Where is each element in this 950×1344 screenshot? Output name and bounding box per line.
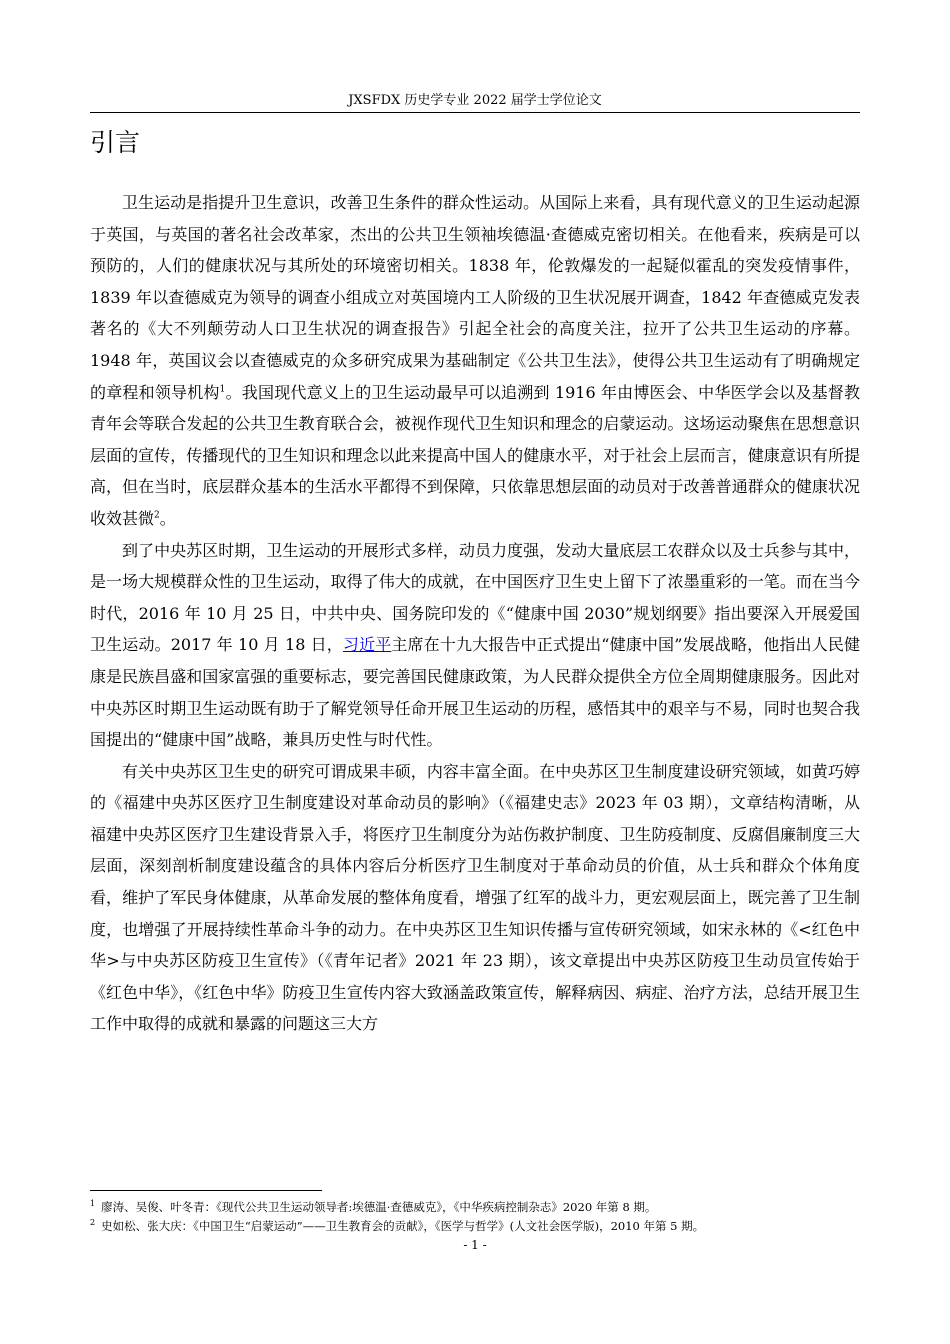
header-divider <box>90 112 860 113</box>
footnote-mark: 1 <box>90 1199 96 1209</box>
paragraph-2 <box>90 535 860 756</box>
section-title: 引言 <box>90 128 141 157</box>
paragraph-2-text-b: 主席在十九大报告中正式提出“健康中国”发展战略，他指出人民健康是民族昌盛和国家富强的重要标志，要完善国民健康政策，为人民群众提供全方位全周期健康服务。因此对中央苏区时期卫生运动既有助于了解党领导任命开展卫生运动的历程，感悟其中的艰辛与不易，同时也契合我国提出的“健康中国”战略，兼具历史性与时代性。 <box>90 635 860 750</box>
footnote-mark: 2 <box>90 1218 96 1228</box>
running-header: JXSFDX 历史学专业 2022 届学士学位论文 <box>348 93 602 108</box>
footnote-ref-1[interactable]: 1 <box>219 384 226 395</box>
footnote-ref-2[interactable]: 2 <box>154 510 160 521</box>
paragraph-3: 有关中央苏区卫生史的研究可谓成果丰硕，内容丰富全面。在中央苏区卫生制度建设研究领域，如黄巧婷的《福建中央苏区医疗卫生制度建设对革命动员的影响》（《福建史志》2023 年 03 期），文章结构清晰，从福建中央苏区医疗卫生建设背景入手，将医疗卫生制度分为站伤救护制度、卫生防疫制度、反腐倡廉制度三大层面，深刻剖析制度建设蕴含的具体内容后分析医疗卫生制度对于革命动员的价值，从士兵和群众个体角度看，维护了军民身体健康，从革命发展的整体角度看，增强了红军的战斗力，更宏观层面上，既完善了卫生制度，也增强了开展持续性革命斗争的动力。在中央苏区卫生知识传播与宣传研究领域，如宋永林的《<红色中华>与中央苏区防疫卫生宣传》（《青年记者》2021 年 23 期），该文章提出中央苏区防疫卫生动员宣传始于《红色中华》，《红色中华》防疫卫生宣传内容大致涵盖政策宣传，解释病因、病症、治疗方法，总结开展卫生工作中取得的成就和暴露的问题这三大方 <box>90 761 860 1034</box>
paragraph-1 <box>90 187 860 535</box>
footnote-text: 廖涛、吴俊、叶冬青：《现代公共卫生运动领导者:埃德温·查德威克》，《中华疾病控制杂志》2020 年第 8 期。 <box>101 1200 657 1214</box>
paragraph-1-text-c: 。 <box>159 508 176 528</box>
footnote-1 <box>90 1198 880 1217</box>
body-text <box>90 187 860 1040</box>
footnote-2 <box>90 1217 880 1236</box>
hyperlink-name[interactable]: 习近平 <box>342 635 392 655</box>
footnote-text: 史如松、张大庆：《中国卫生“启蒙运动”——卫生教育会的贡献》，《医学与哲学》(人文社会医学版)，2010 年第 5 期。 <box>101 1219 705 1233</box>
footnote-divider <box>90 1190 322 1191</box>
paragraph-1-text-a: 卫生运动是指提升卫生意识，改善卫生条件的群众性运动。从国际上来看，具有现代意义的卫生运动起源于英国，与英国的著名社会改革家，杰出的公共卫生领袖埃德温·查德威克密切相关。在他看来，疾病是可以预防的，人们的健康状况与其所处的环境密切相关。1838 年，伦敦爆发的一起疑似霍乱的突发疫情事件，1839 年以查德威克为领导的调查小组成立对英国境内工人阶级的卫生状况展开调查，1842 年查德威克发表著名的《大不列颠劳动人口卫生状况的调查报告》引起全社会的高度关注，拉开了公共卫生运动的序幕。1948 年，英国议会以查德威克的众多研究成果为基础制定《公共卫生法》，使得公共卫生运动有了明确规定的章程和领导机构 <box>90 193 860 402</box>
paragraph-1-text-b: 。我国现代意义上的卫生运动最早可以追溯到 1916 年由博医会、中华医学会以及基督教青年会等联合发起的公共卫生教育联合会，被视作现代卫生知识和理念的启蒙运动。这场运动聚焦在思想意识层面的宣传，传播现代的卫生知识和理念以此来提高中国人的健康水平，对于社会上层而言，健康意识有所提高，但在当时，底层群众基本的生活水平都得不到保障，只依靠思想层面的动员对于改善普通群众的健康状况收效甚微 <box>90 382 860 528</box>
paragraph-2-text-a: 到了中央苏区时期，卫生运动的开展形式多样，动员力度强，发动大量底层工农群众以及士兵参与其中，是一场大规模群众性的卫生运动，取得了伟大的成就，在中国医疗卫生史上留下了浓墨重彩的一笔。而在当今时代，2016 年 10 月 25 日，中共中央、国务院印发的《“健康中国 2030”规划纲要》指出要深入开展爱国卫生运动。2017 年 10 月 18 日， <box>90 540 860 655</box>
page-number: - 1 - <box>463 1238 487 1252</box>
footnotes <box>90 1198 880 1236</box>
